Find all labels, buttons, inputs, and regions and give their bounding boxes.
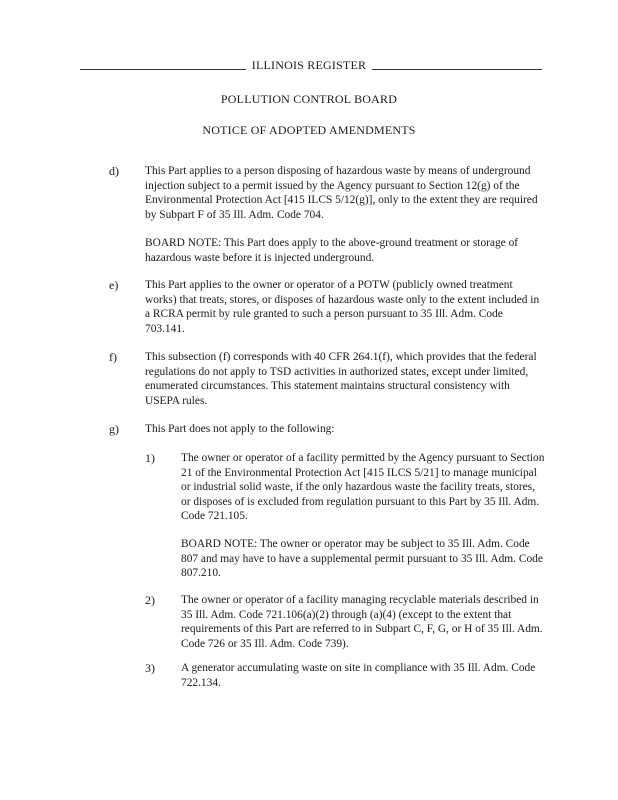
section-f-text: This subsection (f) corresponds with 40 CFR 264.1(f), which provides that the federal regulations do not apply to TSD activities in authorized states, except under limited, enumerated circumstances. This statement maintains structural consistency with USEPA rules. <box>145 351 537 407</box>
item-2-label: 2) <box>145 593 155 607</box>
section-g-label: g) <box>109 422 119 436</box>
item-1-label: 1) <box>145 451 155 465</box>
board-name: POLLUTION CONTROL BOARD <box>220 92 398 106</box>
item-1-text: The owner or operator of a facility permitted by the Agency pursuant to Section 21 of the Environmental Protection Act [415 ILCS 5/21] to manage municipal or industrial solid waste, if the only hazardous waste the facility treats, stores, or disposes of is excluded from regulation pursuant to this Part by 35 Ill. Adm. Code 721.105. <box>181 452 545 523</box>
section-f-label: f) <box>109 350 117 364</box>
section-d-board-note: BOARD NOTE: This Part does apply to the above-ground treatment or storage of hazardous waste before it is injected underground. <box>145 237 519 264</box>
section-d-label: d) <box>109 164 119 178</box>
register-header <box>0 58 618 73</box>
section-g-text: This Part does not apply to the following: <box>145 423 335 435</box>
notice-title: NOTICE OF ADOPTED AMENDMENTS <box>202 123 416 137</box>
item-3-label: 3) <box>145 661 155 675</box>
register-title: ILLINOIS REGISTER <box>246 58 372 72</box>
section-e-text: This Part applies to the owner or operator of a POTW (publicly owned treatment works) that treats, stores, or disposes of hazardous waste only to the extent included in a RCRA permit by rule granted to such a person pursuant to 35 Ill. Adm. Code 703.141. <box>145 279 540 335</box>
item-2-text: The owner or operator of a facility managing recyclable materials described in 35 Ill. Adm. Code 721.106(a)(2) through (a)(4) (except to the extent that requirements of this Part are referred to in Subpart C, F, G, or H of 35 Ill. Adm. Code 726 or 35 Ill. Adm. Code 739). <box>181 594 543 650</box>
section-e-label: e) <box>109 278 119 292</box>
section-d-text: This Part applies to a person disposing of hazardous waste by means of underground injection subject to a permit issued by the Agency pursuant to Section 12(g) of the Environmental Protection Act [415 ILCS 5/12(g)], only to the extent they are required by Subpart F of 35 Ill. Adm. Code 704. <box>145 165 538 221</box>
item-1-board-note: BOARD NOTE: The owner or operator may be subject to 35 Ill. Adm. Code 807 and may have to have a supplemental permit pursuant to 35 Ill. Adm. Code 807.210. <box>181 538 543 580</box>
item-3-text: A generator accumulating waste on site in compliance with 35 Ill. Adm. Code 722.134. <box>181 662 536 689</box>
